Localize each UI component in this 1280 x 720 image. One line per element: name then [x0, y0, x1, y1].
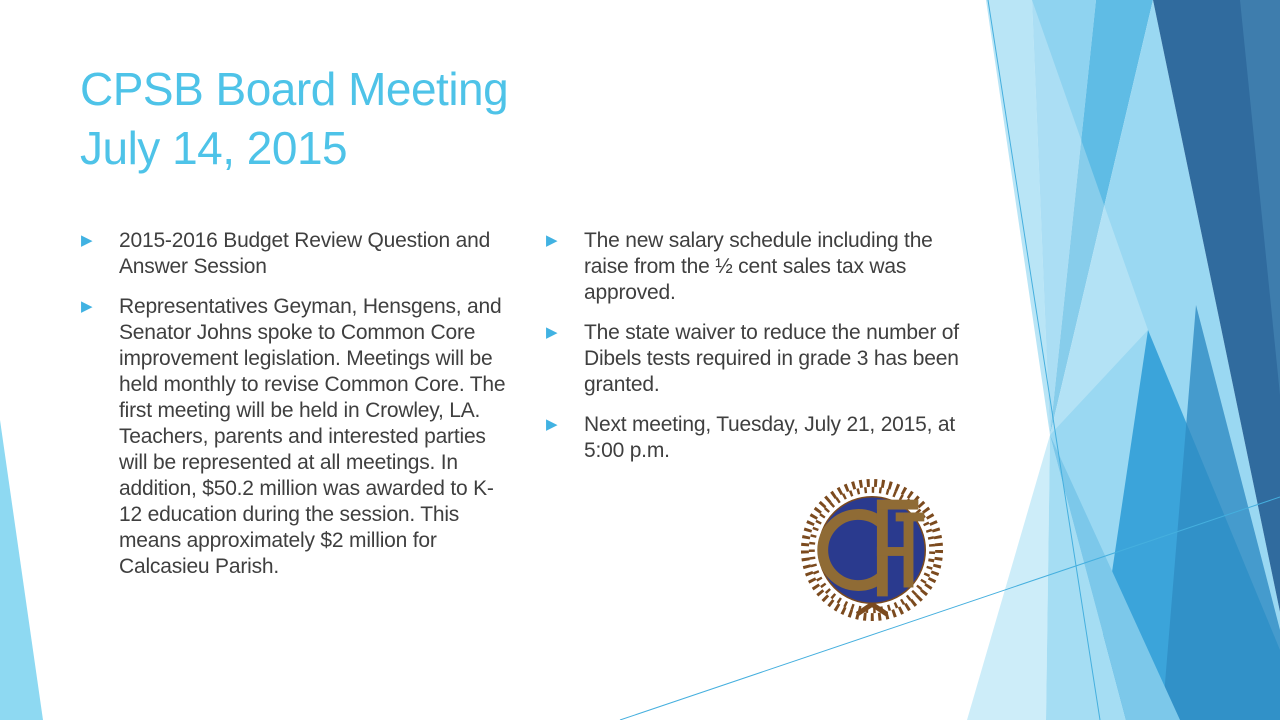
slide-title-line1: CPSB Board Meeting — [80, 63, 509, 115]
bullet-text: 2015-2016 Budget Review Question and Answer Session — [119, 229, 491, 278]
cft-logo — [798, 476, 946, 624]
bullet-text: The state waiver to reduce the number of Dibels tests required in grade 3 has been granted. — [584, 321, 959, 396]
bullet-arrow-icon: ▶ — [81, 298, 93, 315]
bullet-item — [545, 320, 967, 398]
bullet-item — [545, 228, 967, 306]
bullet-item — [545, 412, 967, 464]
slide-title-line2: July 14, 2015 — [80, 122, 348, 174]
bullet-arrow-icon: ▶ — [546, 416, 558, 433]
left-edge-wedge-shape — [0, 420, 43, 720]
bullet-item — [80, 294, 510, 580]
bullet-column-right — [545, 228, 967, 478]
bullet-text: Next meeting, Tuesday, July 21, 2015, at 5:00 p.m. — [584, 413, 955, 462]
bullet-text: Representatives Geyman, Hensgens, and Senator Johns spoke to Common Core improvement legislation. Meetings will be held monthly to revise Common Core. The first meeting will be held in Crowley, LA. Teachers, parents and interested parties will be represented at all meetings. In addition, $50.2 million was awarded to K-12 education during the session. This means approximately $2 million for Calcasieu Parish. — [119, 295, 506, 578]
wreath-stems — [857, 604, 887, 614]
bullet-arrow-icon: ▶ — [546, 232, 558, 249]
bullet-arrow-icon: ▶ — [546, 324, 558, 341]
bullet-text: The new salary schedule including the raise from the ½ cent sales tax was approved. — [584, 229, 933, 304]
bullet-item — [80, 228, 510, 280]
bullet-column-left — [80, 228, 510, 594]
slide-title — [80, 60, 640, 178]
bullet-arrow-icon: ▶ — [81, 232, 93, 249]
facet-triangle — [967, 435, 1050, 720]
